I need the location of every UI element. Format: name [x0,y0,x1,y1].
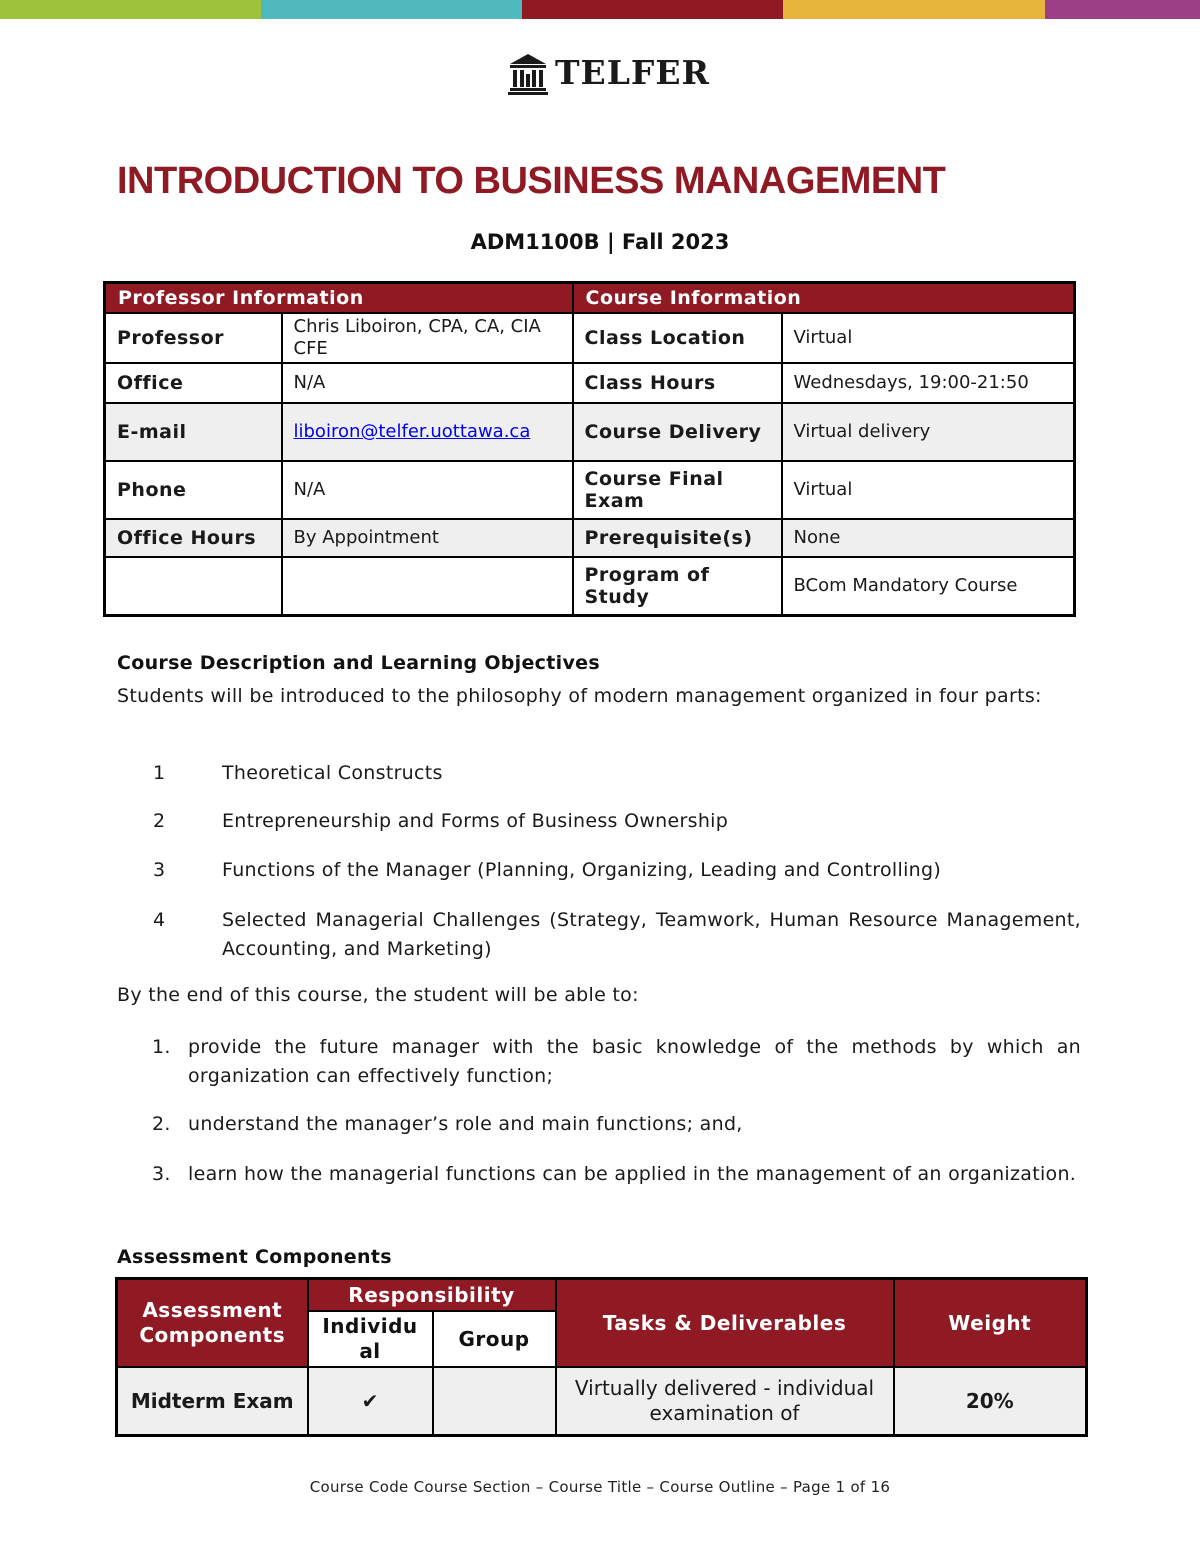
tasks-header: Tasks & Deliverables [556,1279,894,1368]
info-value: By Appointment [282,519,573,557]
info-table [103,281,1076,617]
logo-wordmark: TELFER [555,53,710,92]
info-label: Office [105,363,282,403]
weight-header: Weight [894,1279,1087,1368]
list-item [152,1033,1081,1091]
list-item [152,1160,1081,1189]
list-number: 3 [153,859,166,881]
assessment-heading: Assessment Components [117,1246,392,1268]
list-item [117,807,1081,836]
outcomes-intro: By the end of this course, the student will be able to: [117,984,639,1006]
list-number: 4 [153,909,166,931]
info-value: None [782,519,1075,557]
description-heading: Course Description and Learning Objectives [117,652,600,674]
description-intro: Students will be introduced to the philosophy of modern management organized in four parts: [117,685,1042,707]
list-text: understand the manager’s role and main functions; and, [188,1113,743,1135]
info-value [282,403,573,461]
individual-header: Individu al [308,1311,433,1367]
list-text: provide the future manager with the basic knowledge of the methods by which an organization can effectively function; [188,1036,1081,1087]
list-text: learn how the managerial functions can be applied in the management of an organization. [188,1163,1077,1185]
responsibility-header: Responsibility [308,1279,556,1312]
individual-check-cell: ✔ [308,1367,433,1436]
list-item [117,906,1081,964]
color-stripe-bar [0,0,1200,19]
list-number: 1 [153,762,166,784]
weight-cell: 20% [894,1367,1087,1436]
info-table-header [105,283,1075,314]
info-value: N/A [282,461,573,519]
table-row [105,313,1075,363]
component-cell: Midterm Exam [117,1367,308,1436]
email-link[interactable]: liboiron@telfer.uottawa.ca [293,421,531,442]
info-label: Class Location [573,313,782,363]
table-row [105,363,1075,403]
info-value: Virtual delivery [782,403,1075,461]
info-label [105,557,282,615]
stripe-red [522,0,783,19]
list-text: Functions of the Manager (Planning, Organizing, Leading and Controlling) [222,859,942,881]
list-number: 1. [152,1036,171,1058]
info-label: Phone [105,461,282,519]
table-row [105,461,1075,519]
tasks-cell: Virtually delivered - individual examination of [556,1367,894,1436]
info-value: Chris Liboiron, CPA, CA, CIA CFE [282,313,573,363]
stripe-teal [261,0,522,19]
info-value: Virtual [782,313,1075,363]
stripe-green [0,0,261,19]
info-label: Office Hours [105,519,282,557]
info-value [282,557,573,615]
info-value: Virtual [782,461,1075,519]
table-row [105,519,1075,557]
stripe-purple [1045,0,1200,19]
list-text: Selected Managerial Challenges (Strategy, Teamwork, Human Resource Management, Accounting, and Marketing) [222,909,1081,960]
assessment-table [115,1277,1088,1437]
info-label: E-mail [105,403,282,461]
group-header: Group [433,1311,556,1367]
course-information-header: Course Information [573,283,1075,314]
list-number: 2 [153,810,166,832]
assessment-header-row [117,1279,1087,1312]
telfer-logo [507,50,710,96]
group-cell [433,1367,556,1436]
info-label: Program of Study [573,557,782,615]
stripe-yellow [783,0,1045,19]
list-text: Entrepreneurship and Forms of Business Ownership [222,810,729,832]
professor-information-header: Professor Information [105,283,573,314]
list-text: Theoretical Constructs [222,762,443,784]
page-footer: Course Code Course Section – Course Title – Course Outline – Page 1 of 16 [309,1478,891,1496]
building-columns-icon [507,50,549,96]
info-label: Prerequisite(s) [573,519,782,557]
course-title: INTRODUCTION TO BUSINESS MANAGEMENT [117,160,946,202]
list-item [117,856,1081,885]
list-item [117,759,1081,788]
info-label: Course Delivery [573,403,782,461]
info-label: Course Final Exam [573,461,782,519]
table-row [117,1367,1087,1436]
list-number: 3. [152,1163,171,1185]
info-label: Professor [105,313,282,363]
course-code-term: ADM1100B | Fall 2023 [470,230,730,254]
info-value: Wednesdays, 19:00-21:50 [782,363,1075,403]
info-value: N/A [282,363,573,403]
info-value: BCom Mandatory Course [782,557,1075,615]
info-label: Class Hours [573,363,782,403]
list-item [152,1110,1081,1139]
table-row [105,403,1075,461]
list-number: 2. [152,1113,171,1135]
components-header: Assessment Components [117,1279,308,1368]
table-row [105,557,1075,615]
